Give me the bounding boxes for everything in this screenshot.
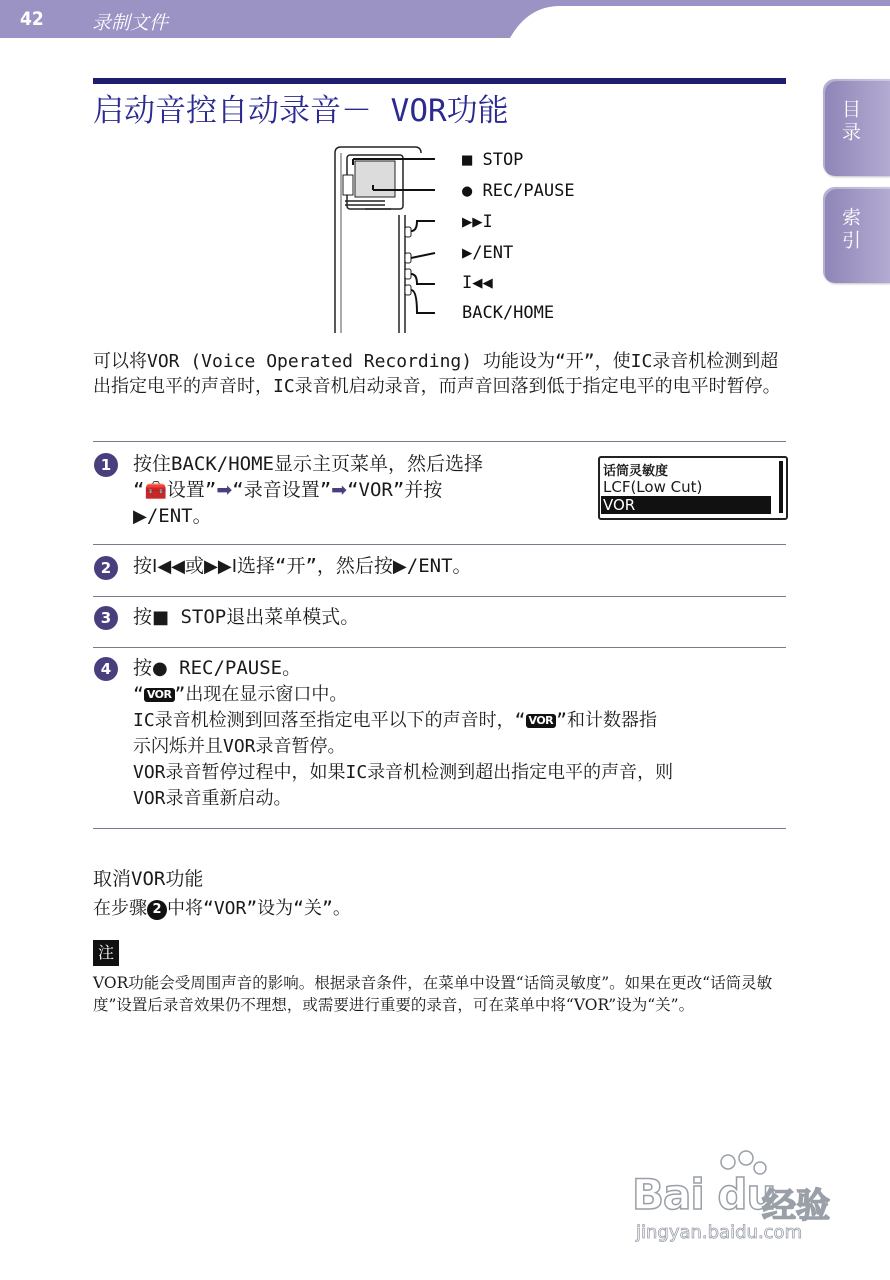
text: 按 [133, 657, 153, 679]
step-4-text [133, 655, 301, 682]
text: 按 [133, 606, 153, 628]
ent-text: /ENT。 [146, 505, 212, 527]
text: REC/PAUSE。 [167, 657, 302, 679]
tab-toc-label: 目录 [839, 99, 861, 145]
section-title: 录制文件 [92, 12, 169, 34]
watermark-jingyan: 经验 [762, 1186, 830, 1226]
step-4-sub-2 [133, 708, 657, 734]
label-next: ▶▶I [462, 212, 493, 232]
divider [93, 647, 786, 648]
tab-index-label: 索引 [839, 207, 861, 253]
text: /ENT。 [406, 555, 472, 577]
cancel-heading: 取消VOR功能 [93, 868, 204, 890]
step-4-sub-4: VOR录音暂停过程中，如果IC录音机检测到超出指定电平的声音，则 [133, 762, 674, 783]
step-number: 1 [94, 453, 118, 477]
label-back-home: BACK/HOME [462, 303, 555, 323]
play-icon: ▶ [133, 506, 147, 527]
step-3-text [133, 604, 359, 631]
lcd-line-3-selected: VOR [601, 496, 771, 514]
step-number: 3 [94, 606, 118, 630]
step-1-line-1: 按住BACK/HOME显示主页菜单，然后选择 [133, 453, 483, 475]
text: IC录音机检测到回落至指定电平以下的声音时，“ [133, 710, 526, 731]
label-play-ent: ▶/ENT [462, 243, 514, 263]
menu-settings: 设置” [166, 479, 217, 501]
tab-index[interactable] [823, 187, 890, 283]
step-number: 2 [94, 556, 118, 580]
note-label: 注 [93, 940, 119, 966]
menu-rec-settings: “录音设置” [232, 479, 332, 501]
quote: “ [133, 684, 144, 705]
step-4-sub-3: 示闪烁并且VOR录音暂停。 [133, 736, 346, 757]
stop-icon: ■ [152, 607, 170, 628]
text: STOP退出菜单模式。 [169, 606, 360, 628]
watermark [632, 1150, 842, 1250]
tab-table-of-contents[interactable] [823, 79, 890, 176]
arrow-right-icon: ➡ [331, 479, 348, 501]
lcd-line-2: LCF(Low Cut) [603, 478, 703, 496]
divider [93, 441, 786, 442]
play-icon: ▶ [392, 556, 407, 577]
text: 或 [185, 555, 205, 577]
step-1-line-3 [133, 503, 212, 530]
record-icon: ● [152, 658, 168, 679]
text: ”出现在显示窗口中。 [174, 684, 348, 705]
step-number: 4 [94, 657, 118, 681]
divider [93, 828, 786, 829]
page-title: 启动音控自动录音－ VOR功能 [93, 93, 509, 129]
step-4-sub-5: VOR录音重新启动。 [133, 788, 292, 809]
menu-vor: “VOR”并按 [347, 479, 443, 501]
note-text: VOR功能会受周围声音的影响。根据录音条件，在菜单中设置“话筒灵敏度”。如果在更改“话筒灵敏度”设置后录音效果仍不理想，或需要进行重要的录音，可在菜单中将“VOR”设为“关”。 [93, 974, 773, 1014]
intro-paragraph: 可以将VOR (Voice Operated Recording) 功能设为“开”，使IC录音机检测到超出指定电平的声音时，IC录音机启动录音，而声音回落到低于指定电平的电平时暂停。 [93, 351, 781, 397]
page-number: 42 [20, 8, 44, 30]
step-ref-icon: 2 [147, 900, 167, 920]
text: 按 [133, 555, 153, 577]
label-rec-pause: ● REC/PAUSE [462, 181, 575, 201]
lcd-line-1: 话筒灵敏度 [603, 464, 669, 479]
arrow-right-icon: ➡ [216, 479, 233, 501]
quote: “ [133, 479, 145, 501]
next-icon: ▶▶I [204, 556, 238, 577]
text: 中将“VOR”设为“关”。 [167, 898, 351, 919]
step-1-line-2 [133, 477, 442, 504]
divider [93, 596, 786, 597]
vor-indicator-icon: VOR [526, 714, 557, 728]
text: ”和计数器指 [556, 710, 658, 731]
text: 选择“开”，然后按 [237, 555, 393, 577]
toolbox-icon: 🧰 [144, 480, 167, 501]
vor-indicator-icon: VOR [144, 688, 175, 702]
watermark-url: jingyan.baidu.com [636, 1222, 803, 1243]
lcd-scrollbar [779, 461, 783, 513]
header-bar [0, 0, 890, 38]
step-4-sub-1 [133, 682, 347, 708]
text: 在步骤 [93, 898, 147, 919]
label-prev: I◀◀ [462, 273, 493, 293]
cancel-text [93, 894, 351, 920]
divider [93, 544, 786, 545]
watermark-logo: Bai du [632, 1170, 776, 1219]
step-2-text [133, 553, 472, 580]
title-rule [93, 78, 786, 84]
prev-icon: I◀◀ [152, 556, 186, 577]
lcd-display [598, 456, 788, 520]
label-stop: ■ STOP [462, 150, 524, 170]
